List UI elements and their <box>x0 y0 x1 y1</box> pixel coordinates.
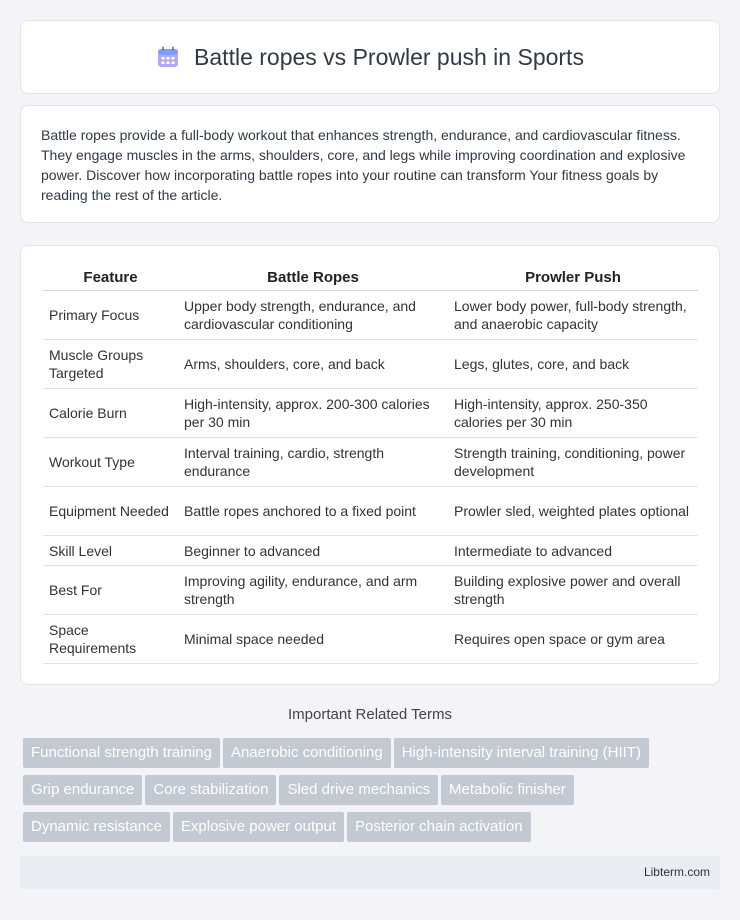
battle-ropes-cell: High-intensity, approx. 200-300 calories per 30 min <box>178 389 448 438</box>
footer-site-link[interactable]: Libterm.com <box>643 865 710 879</box>
related-term-tag[interactable]: Functional strength training <box>23 738 220 768</box>
comparison-card <box>20 245 720 685</box>
feature-cell: Equipment Needed <box>43 487 178 536</box>
feature-cell: Skill Level <box>43 536 178 566</box>
related-term-tag[interactable]: Sled drive mechanics <box>279 775 438 805</box>
table-row <box>43 566 698 615</box>
battle-ropes-cell: Arms, shoulders, core, and back <box>178 340 448 389</box>
table-row <box>43 438 698 487</box>
prowler-push-cell: Prowler sled, weighted plates optional <box>448 487 698 536</box>
comparison-table <box>43 264 698 664</box>
related-term-tag[interactable]: Metabolic finisher <box>441 775 574 805</box>
related-term-tag[interactable]: Grip endurance <box>23 775 142 805</box>
battle-ropes-cell: Beginner to advanced <box>178 536 448 566</box>
table-row <box>43 340 698 389</box>
prowler-push-cell: Strength training, conditioning, power development <box>448 438 698 487</box>
prowler-push-cell: Lower body power, full-body strength, and anaerobic capacity <box>448 291 698 340</box>
page-title: Battle ropes vs Prowler push in Sports <box>194 43 584 70</box>
column-header-feature: Feature <box>43 264 178 291</box>
table-row <box>43 291 698 340</box>
table-header-row <box>43 264 698 291</box>
related-terms-list <box>23 738 723 849</box>
related-term-tag[interactable]: Dynamic resistance <box>23 812 170 842</box>
feature-cell: Best For <box>43 566 178 615</box>
prowler-push-cell: Intermediate to advanced <box>448 536 698 566</box>
battle-ropes-cell: Minimal space needed <box>178 615 448 664</box>
related-term-tag[interactable]: Anaerobic conditioning <box>223 738 391 768</box>
table-row <box>43 615 698 664</box>
table-row <box>43 389 698 438</box>
prowler-push-cell: Requires open space or gym area <box>448 615 698 664</box>
table-row <box>43 487 698 536</box>
intro-card <box>20 105 720 223</box>
feature-cell: Primary Focus <box>43 291 178 340</box>
footer <box>20 856 720 889</box>
intro-paragraph: Battle ropes provide a full-body workout that enhances strength, endurance, and cardiovascular fitness. They engage muscles in the arms, shoulders, core, and legs while improving coordination and explosive power. Discover how incorporating battle ropes into your routine can transform Your fitness goals by reading the rest of the article. <box>41 127 686 203</box>
battle-ropes-cell: Interval training, cardio, strength endurance <box>178 438 448 487</box>
battle-ropes-cell: Battle ropes anchored to a fixed point <box>178 487 448 536</box>
table-row <box>43 536 698 566</box>
column-header-battle-ropes: Battle Ropes <box>178 264 448 291</box>
calendar-icon <box>156 45 180 69</box>
feature-cell: Muscle Groups Targeted <box>43 340 178 389</box>
related-terms-title: Important Related Terms <box>288 706 452 723</box>
related-term-tag[interactable]: High-intensity interval training (HIIT) <box>394 738 649 768</box>
header-card <box>20 20 720 94</box>
feature-cell: Calorie Burn <box>43 389 178 438</box>
prowler-push-cell: High-intensity, approx. 250-350 calories per 30 min <box>448 389 698 438</box>
prowler-push-cell: Legs, glutes, core, and back <box>448 340 698 389</box>
battle-ropes-cell: Improving agility, endurance, and arm strength <box>178 566 448 615</box>
column-header-prowler-push: Prowler Push <box>448 264 698 291</box>
feature-cell: Workout Type <box>43 438 178 487</box>
battle-ropes-cell: Upper body strength, endurance, and cardiovascular conditioning <box>178 291 448 340</box>
prowler-push-cell: Building explosive power and overall strength <box>448 566 698 615</box>
feature-cell: Space Requirements <box>43 615 178 664</box>
related-term-tag[interactable]: Explosive power output <box>173 812 344 842</box>
related-term-tag[interactable]: Core stabilization <box>145 775 276 805</box>
related-term-tag[interactable]: Posterior chain activation <box>347 812 531 842</box>
